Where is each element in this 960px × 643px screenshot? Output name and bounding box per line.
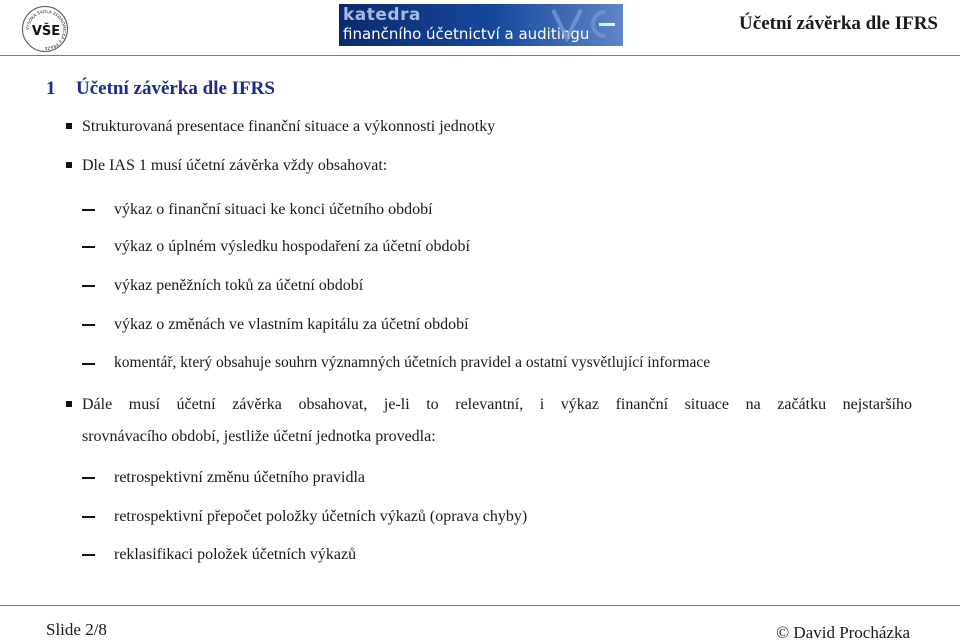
- list-item: výkaz peněžních toků za účetní období: [114, 277, 364, 294]
- dash-bullet-icon: [82, 285, 95, 287]
- list-item: výkaz o změnách ve vlastním kapitálu za účetní období: [114, 316, 469, 333]
- logo-text: VŠE: [31, 24, 61, 39]
- square-bullet-icon: [66, 123, 72, 129]
- list-item: retrospektivní přepočet položky účetních výkazů (oprava chyby): [114, 508, 528, 525]
- square-bullet-icon: [66, 401, 72, 407]
- slide-header: [0, 0, 960, 54]
- dash-bullet-icon: [82, 209, 95, 211]
- slide-number: Slide 2/8: [46, 620, 107, 639]
- logo-ring-text: VYSOKÁ ŠKOLA EKONOMICKÁ V PRAZE: [24, 8, 68, 52]
- list-item-continuation: srovnávacího období, jestliže účetní jednotka provedla:: [82, 428, 436, 445]
- banner-mark-icon: [547, 6, 617, 44]
- square-bullet-icon: [66, 162, 72, 168]
- dash-bullet-icon: [82, 516, 95, 518]
- section-heading: [46, 78, 275, 100]
- banner-line2: finančního účetnictví a auditingu: [343, 25, 590, 43]
- list-item: výkaz o finanční situaci ke konci účetního období: [114, 201, 433, 218]
- department-banner: [339, 4, 623, 46]
- footer-divider: [0, 605, 960, 606]
- section-title: Účetní závěrka dle IFRS: [76, 78, 275, 99]
- author-credit: © David Procházka: [776, 623, 910, 642]
- list-item: reklasifikaci položek účetních výkazů: [114, 546, 357, 563]
- list-item: retrospektivní změnu účetního pravidla: [114, 469, 366, 486]
- dash-bullet-icon: [82, 477, 95, 479]
- dash-bullet-icon: [82, 324, 95, 326]
- list-item: Strukturovaná presentace finanční situace a výkonnosti jednotky: [82, 118, 496, 135]
- dash-bullet-icon: [82, 246, 95, 248]
- banner-line1: katedra: [343, 5, 421, 25]
- header-title: Účetní závěrka dle IFRS: [739, 13, 938, 34]
- list-item: komentář, který obsahuje souhrn významných účetních pravidel a ostatní vysvětlující informace: [114, 354, 711, 371]
- section-number: 1: [46, 78, 56, 99]
- vse-logo: [22, 6, 68, 52]
- list-item: Dle IAS 1 musí účetní závěrka vždy obsahovat:: [82, 157, 388, 174]
- list-item: Dále musí účetní závěrka obsahovat, je-li to relevantní, i výkaz finanční situace na začátku nejstaršího: [82, 396, 912, 413]
- dash-bullet-icon: [82, 363, 95, 365]
- header-divider: [0, 55, 960, 56]
- dash-bullet-icon: [82, 554, 95, 556]
- list-item: výkaz o úplném výsledku hospodaření za účetní období: [114, 238, 470, 255]
